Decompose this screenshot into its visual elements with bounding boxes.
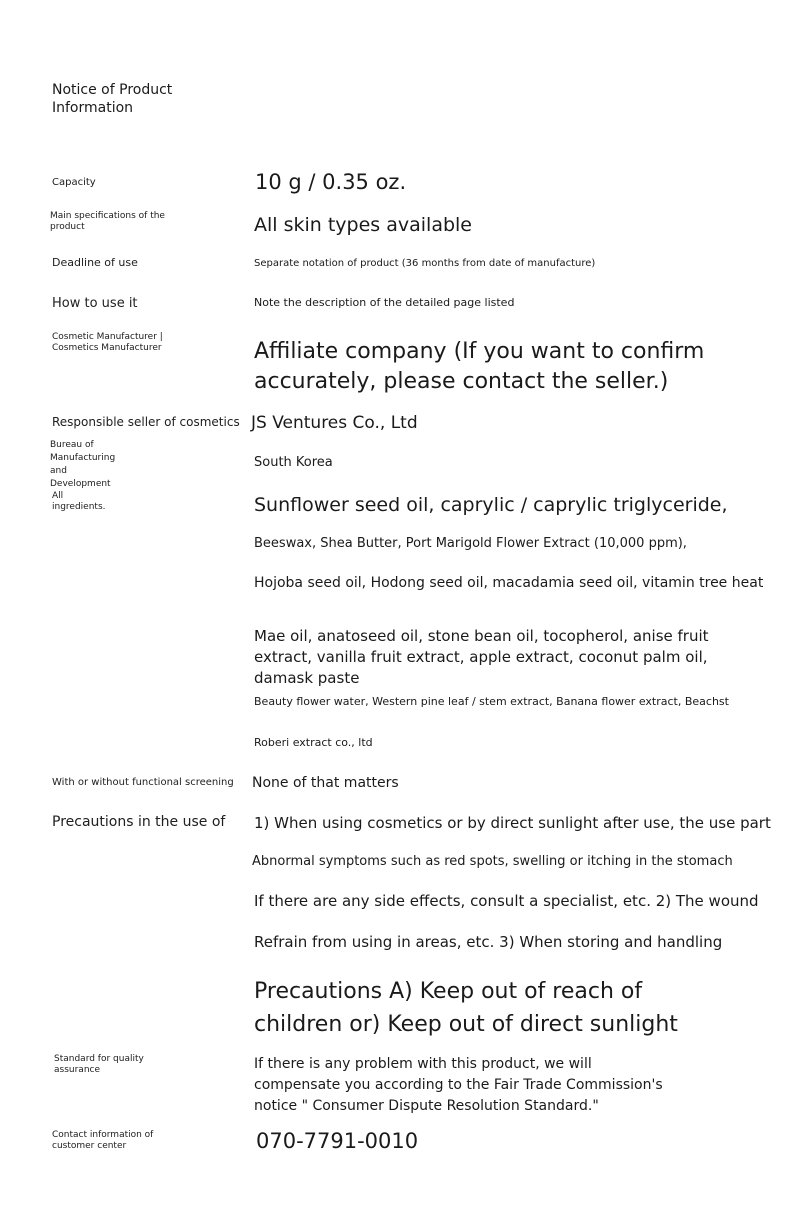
ingredients-line-2: Beeswax, Shea Butter, Port Marigold Flower Extract (10,000 ppm), (254, 536, 687, 551)
ingredients-line-4: Mae oil, anatoseed oil, stone bean oil, tocopherol, anise fruit extract, vanilla fruit extract, apple extract, coconut palm oil, damask paste (254, 627, 709, 687)
main-spec-value: All skin types available (254, 214, 472, 236)
ingredients-label: All ingredients. (52, 491, 106, 512)
contact-value: 070-7791-0010 (256, 1129, 419, 1153)
precautions-line-5: Precautions A) Keep out of reach of children or) Keep out of direct sunlight (254, 979, 678, 1037)
seller-value: JS Ventures Co., Ltd (251, 413, 418, 433)
contact-label: Contact information of customer center (52, 1130, 154, 1152)
how-to-use-value: Note the description of the detailed page listed (254, 296, 515, 309)
functional-label: With or without functional screening (52, 777, 234, 788)
deadline-value: Separate notation of product (36 months from date of manufacture) (254, 258, 596, 269)
deadline-label: Deadline of use (52, 256, 138, 269)
ingredients-line-3: Hojoba seed oil, Hodong seed oil, macadamia seed oil, vitamin tree heat (254, 575, 764, 591)
capacity-value: 10 g / 0.35 oz. (255, 170, 407, 194)
bureau-label: Bureau of Manufacturing and Development (50, 440, 116, 489)
precautions-label: Precautions in the use of (52, 814, 226, 830)
manufacturer-value: Affiliate company (If you want to confirm accurately, please contact the seller.) (254, 339, 705, 394)
precautions-line-2: Abnormal symptoms such as red spots, swelling or itching in the stomach (252, 854, 733, 869)
ingredients-line-5: Beauty flower water, Western pine leaf / stem extract, Banana flower extract, Beachst (254, 695, 729, 708)
precautions-line-4: Refrain from using in areas, etc. 3) When storing and handling (254, 933, 723, 951)
seller-label: Responsible seller of cosmetics (52, 415, 240, 429)
capacity-label: Capacity (52, 177, 96, 188)
quality-label: Standard for quality assurance (54, 1054, 144, 1076)
ingredients-line-6: Roberi extract co., ltd (254, 736, 373, 749)
ingredients-line-1: Sunflower seed oil, caprylic / caprylic triglyceride, (254, 494, 728, 516)
precautions-line-3: If there are any side effects, consult a specialist, etc. 2) The wound (254, 892, 759, 910)
quality-value: If there is any problem with this product, we will compensate you according to the Fair Trade Commission's notice " Consumer Dispute Resolution Standard." (254, 1056, 663, 1114)
manufacturer-label: Cosmetic Manufacturer | Cosmetics Manufacturer (52, 332, 163, 354)
how-to-use-label: How to use it (52, 296, 138, 311)
functional-value: None of that matters (252, 775, 399, 791)
bureau-value: South Korea (254, 455, 333, 470)
precautions-line-1: 1) When using cosmetics or by direct sunlight after use, the use part (254, 814, 771, 832)
page-title: Notice of Product Information (52, 82, 173, 116)
main-spec-label: Main specifications of the product (50, 211, 165, 233)
